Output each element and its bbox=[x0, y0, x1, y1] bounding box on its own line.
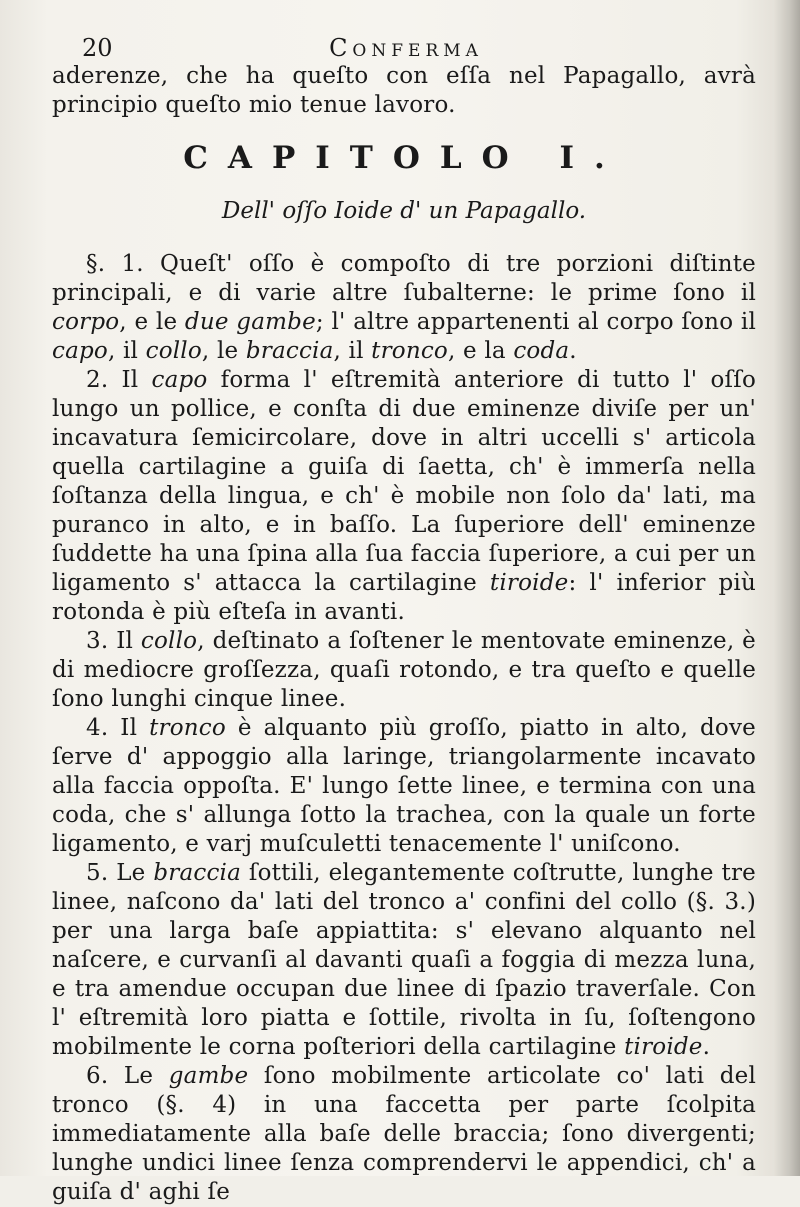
italic-term: tronco bbox=[371, 338, 448, 364]
text-run: §. 1. Queſt' oſſo è compoſto di tre porzioni diſtinte principali, e di varie altre ſubalterne: le prime ſono il bbox=[52, 251, 756, 306]
chapter-title: CAPITOLO I. bbox=[183, 140, 625, 176]
italic-term: coda bbox=[513, 338, 570, 364]
text-run: , il bbox=[107, 338, 146, 364]
page-number: 20 bbox=[82, 34, 113, 62]
italic-term: collo bbox=[145, 338, 202, 364]
text-run: 2. Il bbox=[86, 367, 152, 393]
text-run: ſottili, elegantemente coſtrutte, lunghe tre linee, naſcono da' lati del tronco a' confini del collo (§. 3.) per una larga baſe appiattita: s' elevano alquanto nel naſcere, e curvanſi al davanti quaſi a foggia di mezza luna, e tra amendue occupan due linee di ſpazio traverſale. Con l' eſtremità loro piatta e ſottile, rivolta in ſu, ſoſtengono mobilmente le corna poſteriori della cartilagine bbox=[52, 860, 756, 1060]
italic-term: gambe bbox=[168, 1063, 249, 1089]
paragraph-1 bbox=[52, 250, 756, 366]
paragraph-3 bbox=[52, 627, 756, 714]
text-run: è alquanto più groſſo, piatto in alto, dove ſerve d' appoggio alla laringe, triangolarmente incavato alla faccia oppoſta. E' lungo ſette linee, e termina con una coda, che s' allunga ſotto la trachea, con la quale un forte ligamento, e varj muſculetti tenacemente l' uniſcono. bbox=[52, 715, 756, 857]
italic-term: tiroide bbox=[489, 570, 569, 596]
text-run: . bbox=[702, 1034, 711, 1060]
italic-term: tronco bbox=[149, 715, 226, 741]
italic-term: corpo bbox=[52, 309, 120, 335]
text-run: , e la bbox=[447, 338, 514, 364]
text-run: , deſtinato a ſoſtener le mentovate eminenze, è di mediocre groſſezza, quaſi rotondo, e tra queſto e quelle ſono lunghi cinque linee. bbox=[52, 628, 756, 712]
running-head: Conferma bbox=[329, 34, 483, 62]
italic-term: capo bbox=[52, 338, 108, 364]
italic-term: braccia bbox=[245, 338, 334, 364]
intro-lines: aderenze, che ha queſto con eſſa nel Papagallo, avrà principio queſto mio tenue lavoro. bbox=[52, 63, 756, 118]
text-run: 5. Le bbox=[86, 860, 154, 886]
text-run: forma l' eſtremità anteriore di tutto l' oſſo lungo un pollice, e conſta di due eminenze diviſe per un' incavatura ſemicircolare, dove in altri uccelli s' articola quella cartilagine a guiſa di ſaetta, ch' è immerſa nella ſoſtanza della lingua, e ch' è mobile non ſolo da' lati, ma puranco in alto, e in baſſo. La ſuperiore dell' eminenze ſuddette ha una ſpina alla ſua faccia ſuperiore, a cui per un ligamento s' attacca la cartilagine bbox=[52, 367, 756, 596]
italic-term: tiroide bbox=[624, 1034, 703, 1060]
text-run: . bbox=[569, 338, 577, 364]
text-run: 4. Il bbox=[86, 715, 150, 741]
chapter-subtitle: Dell' oſſo Ioide d' un Papagallo. bbox=[221, 198, 587, 224]
intro-text bbox=[52, 62, 756, 120]
text-run: , le bbox=[201, 338, 246, 364]
paragraph-6 bbox=[52, 1062, 756, 1207]
text-run: : l' inferior più rotonda è più eſteſa in avanti. bbox=[52, 570, 756, 625]
text-run: ; l' altre appartenenti al corpo ſono il bbox=[315, 309, 757, 335]
italic-term: capo bbox=[151, 367, 208, 393]
text-run: 3. Il bbox=[86, 628, 141, 654]
text-run: 6. Le bbox=[86, 1063, 169, 1089]
italic-term: due gambe bbox=[184, 309, 316, 335]
italic-term: braccia bbox=[153, 860, 242, 886]
text-run: , il bbox=[333, 338, 372, 364]
italic-term: collo bbox=[140, 628, 198, 654]
paragraph-2 bbox=[52, 366, 756, 627]
paragraph-5 bbox=[52, 859, 756, 1062]
text-run: , e le bbox=[119, 309, 185, 335]
page-edge-shadow bbox=[774, 0, 800, 1176]
paragraph-4 bbox=[52, 714, 756, 859]
body-text bbox=[52, 250, 756, 1207]
text-run: ſono mobilmente articolate co' lati del tronco (§. 4) in una faccetta per parte ſcolpita immediatamente alla baſe delle braccia; ſono divergenti; lunghe undici linee ſenza comprendervi le appendici, ch' a guiſa d' aghi ſe bbox=[52, 1063, 756, 1205]
